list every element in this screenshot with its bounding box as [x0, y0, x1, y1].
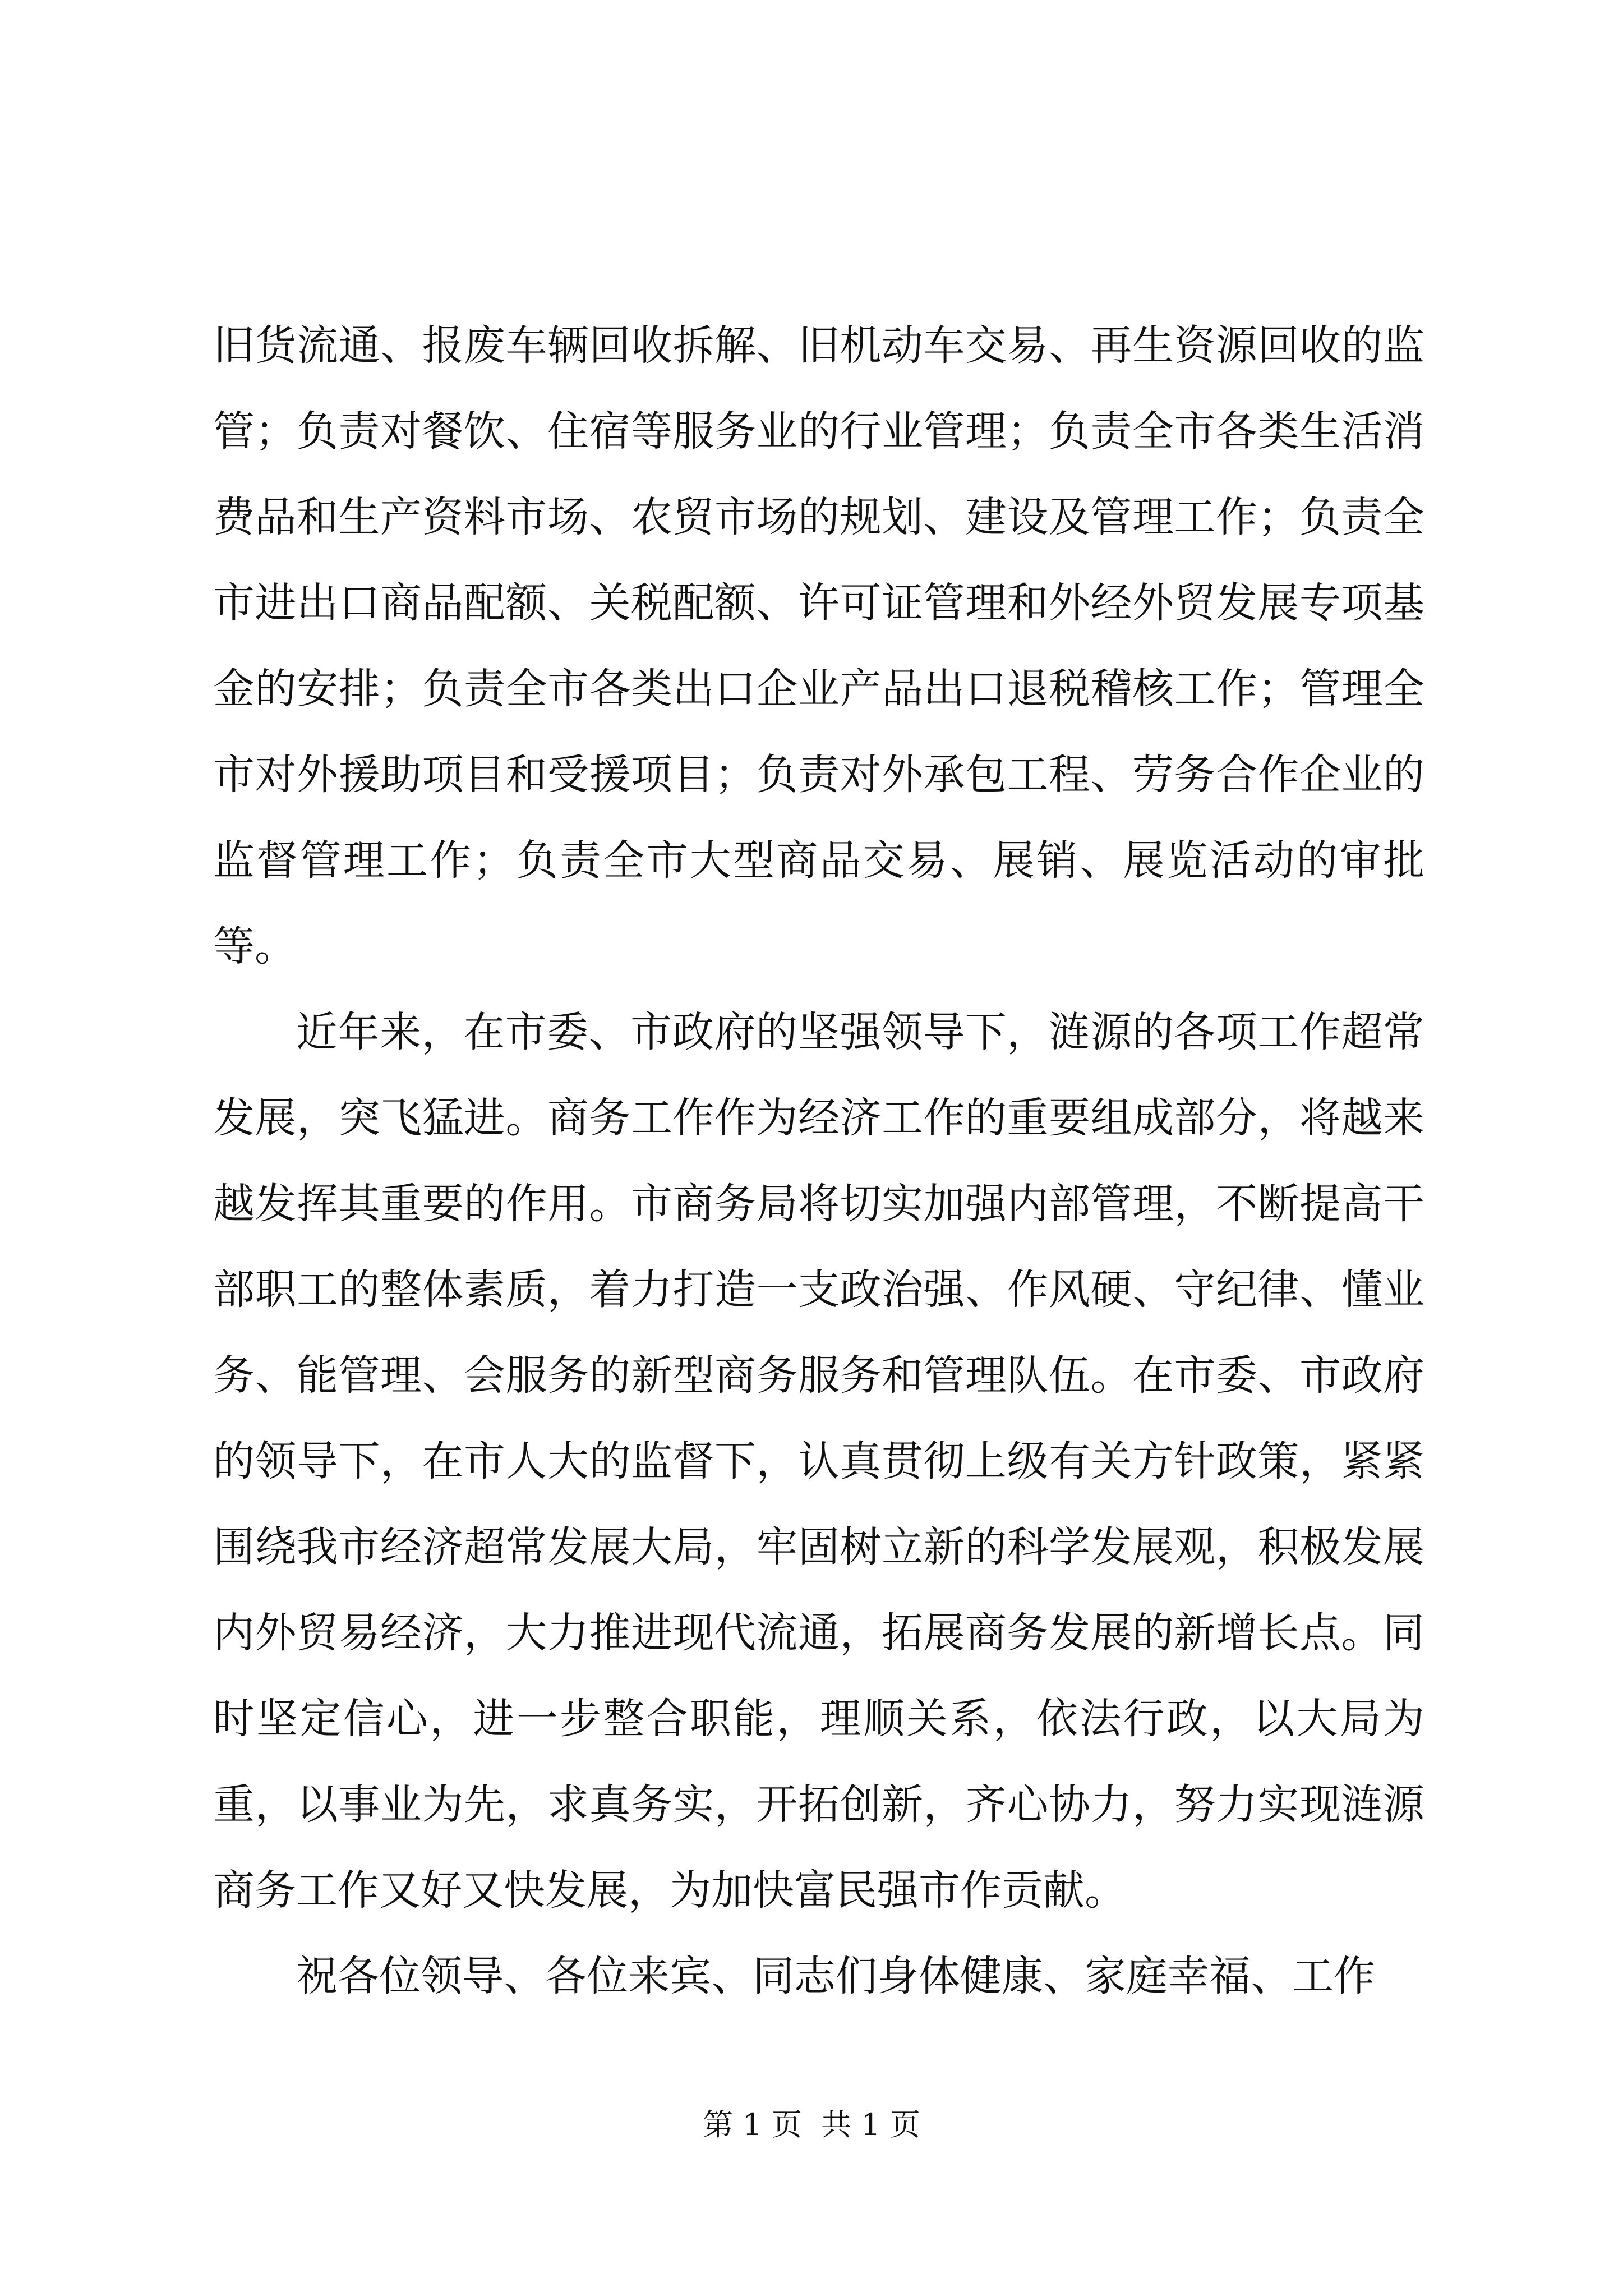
document-body [213, 303, 1424, 2019]
paragraph-wishes: 祝各位领导、各位来宾、同志们身体健康、家庭幸福、工作 [296, 1952, 1375, 2000]
paragraph-development: 近年来，在市委、市政府的坚强领导下，涟源的各项工作超常发展，突飞猛进。商务工作作为经济工作的重要组成部分，将越来越发挥其重要的作用。市商务局将切实加强内部管理，不断提高干部职工的整体素质，着力打造一支政治强、作风硬、守纪律、懂业务、能管理、会服务的新型商务服务和管理队伍。在市委、市政府的领导下，在市人大的监督下，认真贯彻上级有关方针政策，紧紧围绕我市经济超常发展大局，牢固树立新的科学发展观，积极发展内外贸易经济，大力推进现代流通，拓展商务发展的新增长点。同时坚定信心，进一步整合职能，理顺关系，依法行政，以大局为重，以事业为先，求真务实，开拓创新，齐心协力，努力实现涟源商务工作又好又快发展，为加快富民强市作贡献。 [213, 1008, 1424, 1915]
page-number-footer: 第 1 页 共 1 页 [703, 2107, 920, 2142]
paragraph-duties-continued: 旧货流通、报废车辆回收拆解、旧机动车交易、再生资源回收的监管；负责对餐饮、住宿等服务业的行业管理；负责全市各类生活消费品和生产资料市场、农贸市场的规划、建设及管理工作；负责全市进出口商品配额、关税配额、许可证管理和外经外贸发展专项基金的安排；负责全市各类出口企业产品出口退税稽核工作；管理全市对外援助项目和受援项目；负责对外承包工程、劳务合作企业的监督管理工作；负责全市大型商品交易、展销、展览活动的审批等。 [213, 321, 1424, 970]
